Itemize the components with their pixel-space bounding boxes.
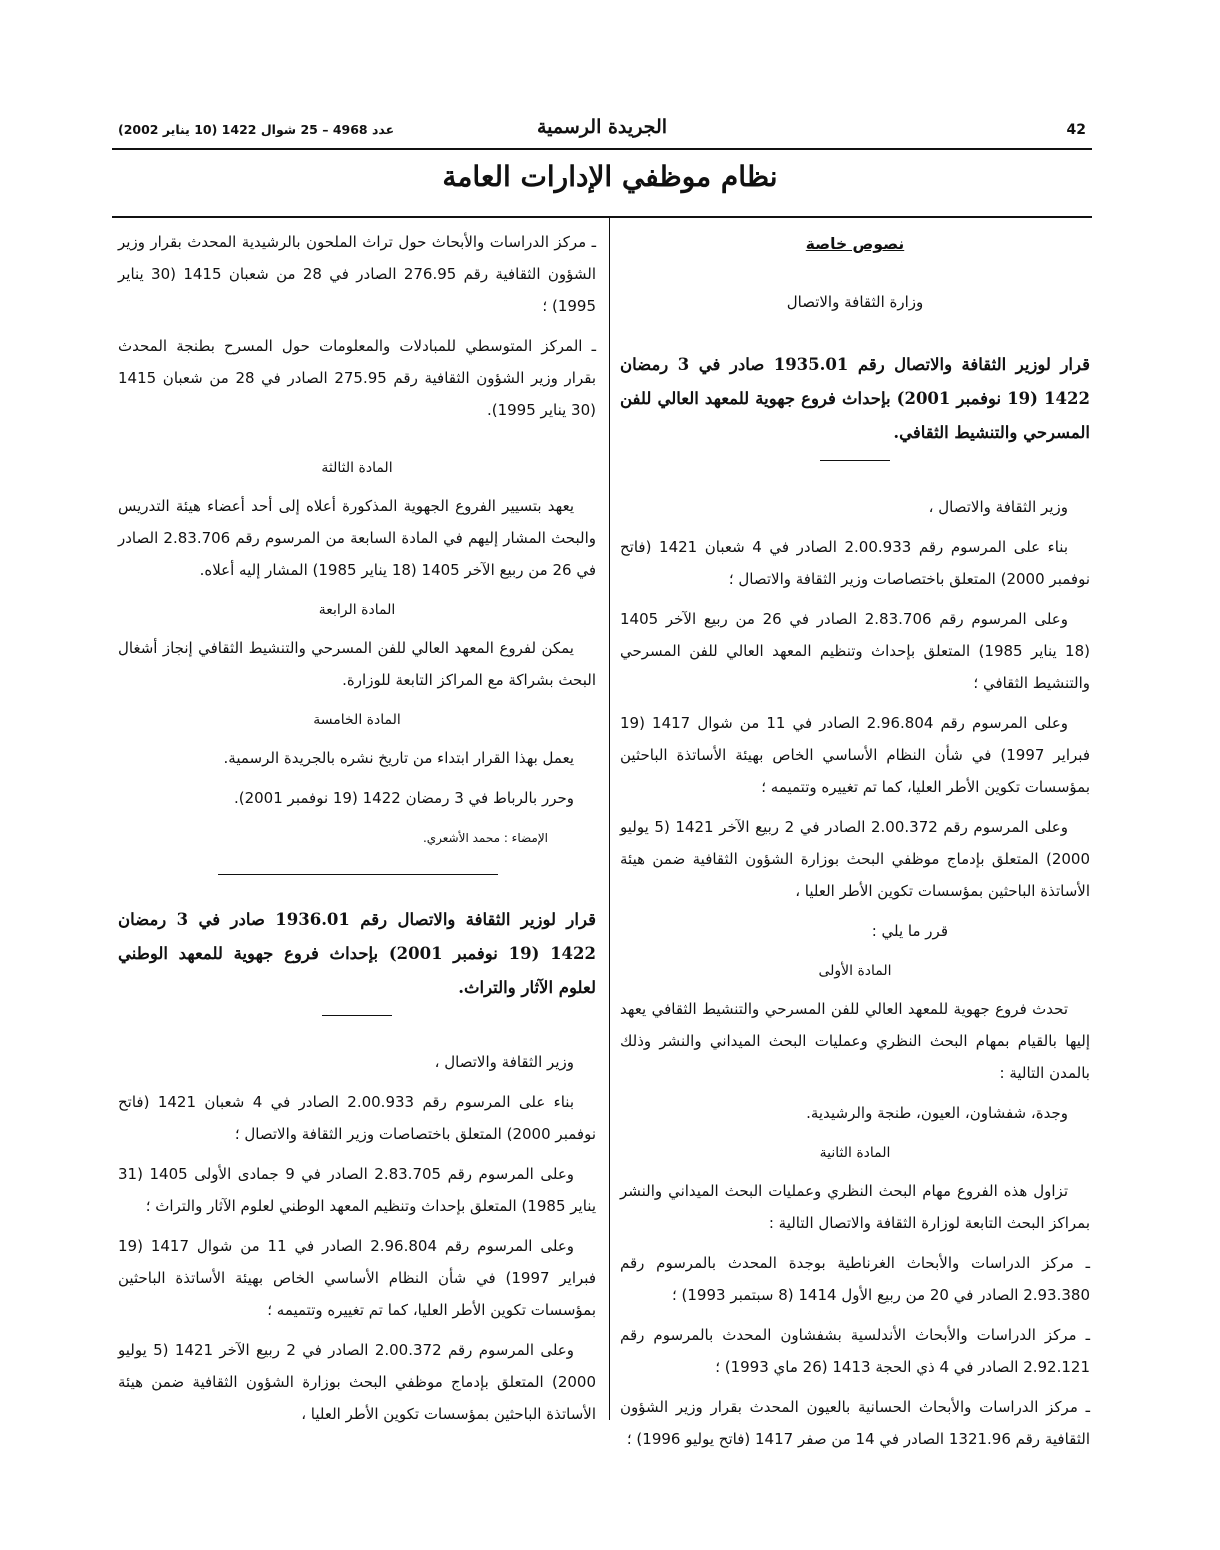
separator-rule: [218, 874, 498, 875]
decree-title-1: قرار لوزير الثقافة والاتصال رقم 1935.01 صادر في 3 رمضان 1422 (19 نوفمبر 2001) بإحداث فروع جهوية للمعهد العالي للفن المسرحي والتنشيط الثقافي.: [620, 355, 1090, 442]
signature-line: الإمضاء : محمد الأشعري.: [422, 831, 548, 845]
article-title: المادة الرابعة: [318, 602, 396, 618]
preamble-paragraph: وعلى المرسوم رقم 2.83.706 الصادر في 26 من ربيع الآخر 1405 (18 يناير 1985) المتعلق بإحداث وتنظيم المعهد العالي للفن المسرحي والتنشيط الثقافي ؛: [620, 610, 1090, 692]
article-text: يمكن لفروع المعهد العالي للفن المسرحي والتنشيط الثقافي إنجاز أشغال البحث بشراكة مع المراكز التابعة للوزارة.: [118, 639, 596, 689]
done-at-line: وحرر بالرباط في 3 رمضان 1422 (19 نوفمبر 2001).: [233, 789, 574, 807]
preamble-paragraph: بناء على المرسوم رقم 2.00.933 الصادر في 4 شعبان 1421 (فاتح نوفمبر 2000) المتعلق باختصاصات وزير الثقافة والاتصال ؛: [118, 1093, 596, 1143]
decides-line: قرر ما يلي :: [871, 922, 948, 940]
running-header: [112, 118, 1092, 150]
page-number: 42: [1066, 122, 1086, 138]
cities-list: وجدة، شفشاون، العيون، طنجة والرشيدية.: [806, 1104, 1068, 1122]
issue-info: عدد 4968 – 25 شوال 1422 (10 يناير 2002): [118, 122, 395, 137]
right-column: [620, 226, 1090, 1463]
article-text: يعمل بهذا القرار ابتداء من تاريخ نشره بالجريدة الرسمية.: [223, 749, 574, 767]
preamble-paragraph: وعلى المرسوم رقم 2.96.804 الصادر في 11 من شوال 1417 (19 فبراير 1997) في شأن النظام الأساسي الخاص بهيئة الأساتذة الباحثين بمؤسسات تكوين الأطر العليا، كما تم تغييره وتتميمه ؛: [118, 1237, 596, 1319]
minister-line: وزير الثقافة والاتصال ،: [434, 1053, 574, 1071]
preamble-paragraph: وعلى المرسوم رقم 2.83.705 الصادر في 9 جمادى الأولى 1405 (31 يناير 1985) المتعلق بإحداث وتنظيم المعهد الوطني لعلوم الآثار والتراث ؛: [118, 1165, 596, 1215]
center-item: ـ مركز الدراسات والأبحاث حول تراث الملحون بالرشيدية المحدث بقرار وزير الشؤون الثقافية رقم 276.95 الصادر في 28 من شعبان 1415 (30 يناير 1995) ؛: [118, 233, 596, 315]
ministry-name: وزارة الثقافة والاتصال: [786, 293, 924, 311]
center-item: ـ مركز الدراسات والأبحاث الحسانية بالعيون المحدث بقرار وزير الشؤون الثقافية رقم 1321.96 الصادر في 14 من صفر 1417 (فاتح يوليو 1996) ؛: [620, 1398, 1090, 1448]
article-title: المادة الثانية: [819, 1145, 891, 1161]
column-divider: [609, 218, 610, 1420]
preamble-paragraph: وعلى المرسوم رقم 2.96.804 الصادر في 11 من شوال 1417 (19 فبراير 1997) في شأن النظام الأساسي الخاص بهيئة الأساتذة الباحثين بمؤسسات تكوين الأطر العليا، كما تم تغييره وتتميمه ؛: [620, 714, 1090, 796]
article-title: المادة الأولى: [818, 963, 892, 979]
top-rule: [112, 216, 1092, 218]
preamble-paragraph: وعلى المرسوم رقم 2.00.372 الصادر في 2 ربيع الآخر 1421 (5 يوليو 2000) المتعلق بإدماج موظفي البحث بوزارة الشؤون الثقافية ضمن هيئة الأساتذة الباحثين بمؤسسات تكوين الأطر العليا ،: [118, 1341, 596, 1423]
center-item: ـ المركز المتوسطي للمبادلات والمعلومات حول المسرح بطنجة المحدث بقرار وزير الشؤون الثقافية رقم 275.95 الصادر في 28 من شعبان 1415 (30 يناير 1995).: [118, 337, 596, 419]
article-text: تحدث فروع جهوية للمعهد العالي للفن المسرحي والتنشيط الثقافي يعهد إليها بالقيام بمهام البحث النظري وعمليات البحث الميداني والنشر وذلك بالمدن التالية :: [620, 1000, 1090, 1082]
article-text: تزاول هذه الفروع مهام البحث النظري وعمليات البحث الميداني والنشر بمراكز البحث التابعة لوزارة الثقافة والاتصال التالية :: [620, 1182, 1090, 1232]
article-title: المادة الثالثة: [321, 460, 393, 476]
preamble-paragraph: بناء على المرسوم رقم 2.00.933 الصادر في 4 شعبان 1421 (فاتح نوفمبر 2000) المتعلق باختصاصات وزير الثقافة والاتصال ؛: [620, 538, 1090, 588]
section-title: نظام موظفي الإدارات العامة: [442, 160, 778, 193]
article-text: يعهد بتسيير الفروع الجهوية المذكورة أعلاه إلى أحد أعضاء هيئة التدريس والبحث المشار إليهم في المادة السابعة من المرسوم رقم 2.83.706 الصادر في 26 من ربيع الآخر 1405 (18 يناير 1985) المشار إليه أعلاه.: [118, 497, 596, 579]
preamble-paragraph: وعلى المرسوم رقم 2.00.372 الصادر في 2 ربيع الآخر 1421 (5 يوليو 2000) المتعلق بإدماج موظفي البحث بوزارة الشؤون الثقافية ضمن هيئة الأساتذة الباحثين بمؤسسات تكوين الأطر العليا ،: [620, 818, 1090, 900]
separator-rule: [322, 1015, 392, 1016]
center-item: ـ مركز الدراسات والأبحاث الأندلسية بشفشاون المحدث بالمرسوم رقم 2.92.121 الصادر في 4 ذي الحجة 1413 (26 ماي 1993) ؛: [620, 1326, 1090, 1376]
decree-title-2: قرار لوزير الثقافة والاتصال رقم 1936.01 صادر في 3 رمضان 1422 (19 نوفمبر 2001) بإحداث فروع جهوية للمعهد الوطني لعلوم الآثار والتراث.: [118, 910, 596, 997]
minister-line: وزير الثقافة والاتصال ،: [928, 498, 1068, 516]
special-texts-heading: نصوص خاصة: [805, 235, 905, 253]
article-title: المادة الخامسة: [313, 712, 401, 728]
separator-rule: [820, 460, 890, 461]
left-column: [118, 226, 596, 1438]
journal-name: الجريدة الرسمية: [536, 116, 668, 138]
center-item: ـ مركز الدراسات والأبحاث الغرناطية بوجدة المحدث بالمرسوم رقم 2.93.380 الصادر في 20 من ربيع الأول 1414 (8 سبتمبر 1993) ؛: [620, 1254, 1090, 1304]
